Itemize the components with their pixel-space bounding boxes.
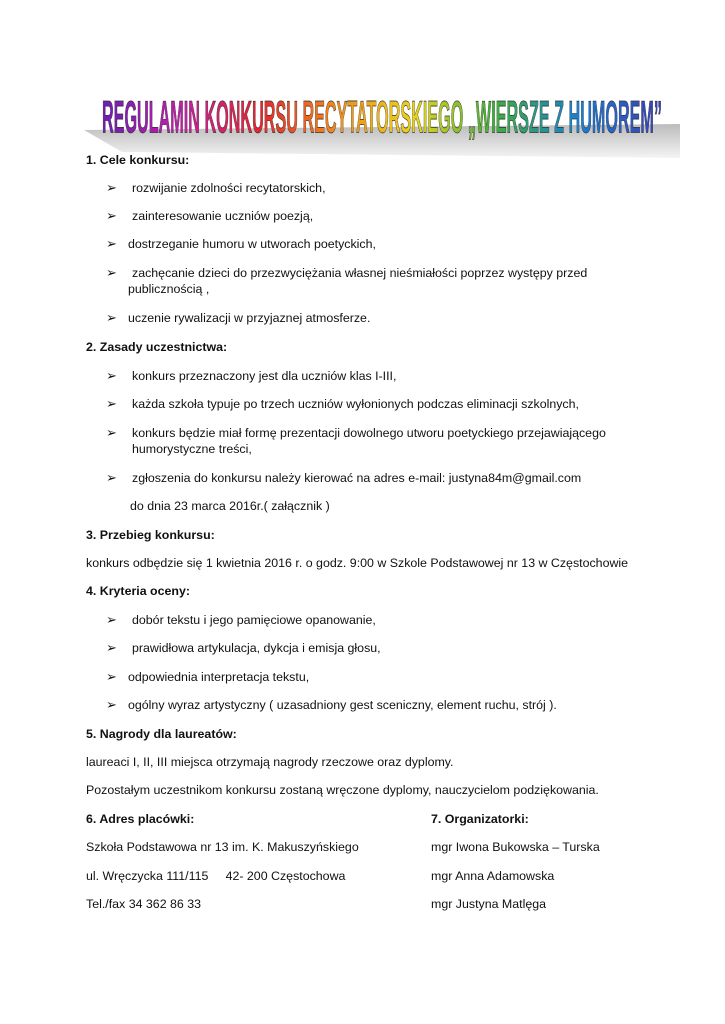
- section-5-line-1: laureaci I, II, III miejsca otrzymają nagrody rzeczowe oraz dyplomy.: [86, 755, 454, 769]
- arrow-bullet-icon: ➢: [106, 396, 117, 411]
- address-school: Szkoła Podstawowa nr 13 im. K. Makuszyńskiego: [86, 840, 359, 854]
- arrow-bullet-icon: ➢: [106, 310, 117, 325]
- section-1-heading: 1. Cele konkursu:: [86, 153, 190, 167]
- title-banner: [82, 80, 682, 158]
- organizer-name: mgr Anna Adamowska: [431, 869, 555, 883]
- arrow-bullet-icon: ➢: [106, 669, 117, 684]
- document-page: REGULAMIN KONKURSU RECYTATORSKIEGO „WIERSZE Z HUMOREM” 1. Cele konkursu: ➢ rozwijanie zdolności recytatorskich, ➢ zainteresowanie uczniów poezją, ➢ dostrzeganie humoru w utworach poetyckich, ➢ zachęcanie dzieci do przezwyciężania własnej nieśmiałości poprzez występy przed publicznością , ➢ uczenie rywalizacji w przyjaznej atmosferze. 2. Zasady uczestnictwa: ➢ konkurs przeznaczony jest dla uczniów klas I-III, ➢ każda szkoła typuje po trzech uczniów wyłonionych podczas eliminacji szkolnych, ➢ konkurs będzie miał formę prezentacji dowolnego utworu poetyckiego przejawiającego humorystyczne treści, ➢ zgłoszenia do konkursu należy kierować na adres e-mail: justyna84m@gmail.com do dnia 23 marca 2016r.( załącznik ) 3. Przebieg konkursu: konkurs odbędzie się 1 kwietnia 2016 r. o godz. 9:00 w Szkole Podstawowej nr 13 w Częstochowie 4. Kryteria oceny: ➢ dobór tekstu i jego pamięciowe opanowanie, ➢ prawidłowa artykulacja, dykcja i emisja głosu, ➢ odpowiednia interpretacja tekstu, ➢ ogólny wyraz artystyczny ( uzasadniony gest sceniczny, element ruchu, strój ). 5. Nagrody dla laureatów: laureaci I, II, III miejsca otrzymają nagrody rzeczowe oraz dyplomy. Pozostałym uczestnikom konkursu zostaną wręczone dyplomy, nauczycielom podziękowania. 6. Adres placówki: 7. Organizatorki: Szkoła Podstawowa nr 13 im. K. Makuszyńskiego mgr Iwona Bukowska – Turska ul. Wręczycka 111/115 42- 200 Częstochowa mgr Anna Adamowska Tel./fax 34 362 86 33 mgr Justyna Matlęga: [0, 0, 725, 1024]
- section-6-heading: 6. Adres placówki:: [86, 812, 195, 826]
- organizer-name: mgr Iwona Bukowska – Turska: [431, 840, 600, 854]
- arrow-bullet-icon: ➢: [106, 236, 117, 251]
- section-3-heading: 3. Przebieg konkursu:: [86, 528, 215, 542]
- arrow-bullet-icon: ➢: [106, 612, 117, 627]
- section-3-text: konkurs odbędzie się 1 kwietnia 2016 r. o godz. 9:00 w Szkole Podstawowej nr 13 w Częstochowie: [86, 556, 629, 570]
- arrow-bullet-icon: ➢: [106, 425, 117, 440]
- arrow-bullet-icon: ➢: [106, 697, 117, 712]
- page-title: REGULAMIN KONKURSU RECYTATORSKIEGO „WIERSZE Z HUMOREM”: [101, 91, 662, 143]
- section-2-heading: 2. Zasady uczestnictwa:: [86, 340, 228, 354]
- arrow-bullet-icon: ➢: [106, 470, 117, 485]
- arrow-bullet-icon: ➢: [106, 265, 117, 280]
- arrow-bullet-icon: ➢: [106, 180, 117, 195]
- arrow-bullet-icon: ➢: [106, 208, 117, 223]
- address-street: ul. Wręczycka 111/115 42- 200 Częstochowa: [86, 869, 346, 883]
- arrow-bullet-icon: ➢: [106, 368, 117, 383]
- arrow-bullet-icon: ➢: [106, 640, 117, 655]
- section-7-heading: 7. Organizatorki:: [431, 812, 529, 826]
- address-phone: Tel./fax 34 362 86 33: [86, 897, 202, 911]
- section-5-line-2: Pozostałym uczestnikom konkursu zostaną wręczone dyplomy, nauczycielom podziękowania.: [86, 783, 599, 797]
- title-wordart: [82, 80, 682, 158]
- section-4-heading: 4. Kryteria oceny:: [86, 584, 190, 598]
- organizer-name: mgr Justyna Matlęga: [431, 897, 547, 911]
- section-5-heading: 5. Nagrody dla laureatów:: [86, 727, 237, 741]
